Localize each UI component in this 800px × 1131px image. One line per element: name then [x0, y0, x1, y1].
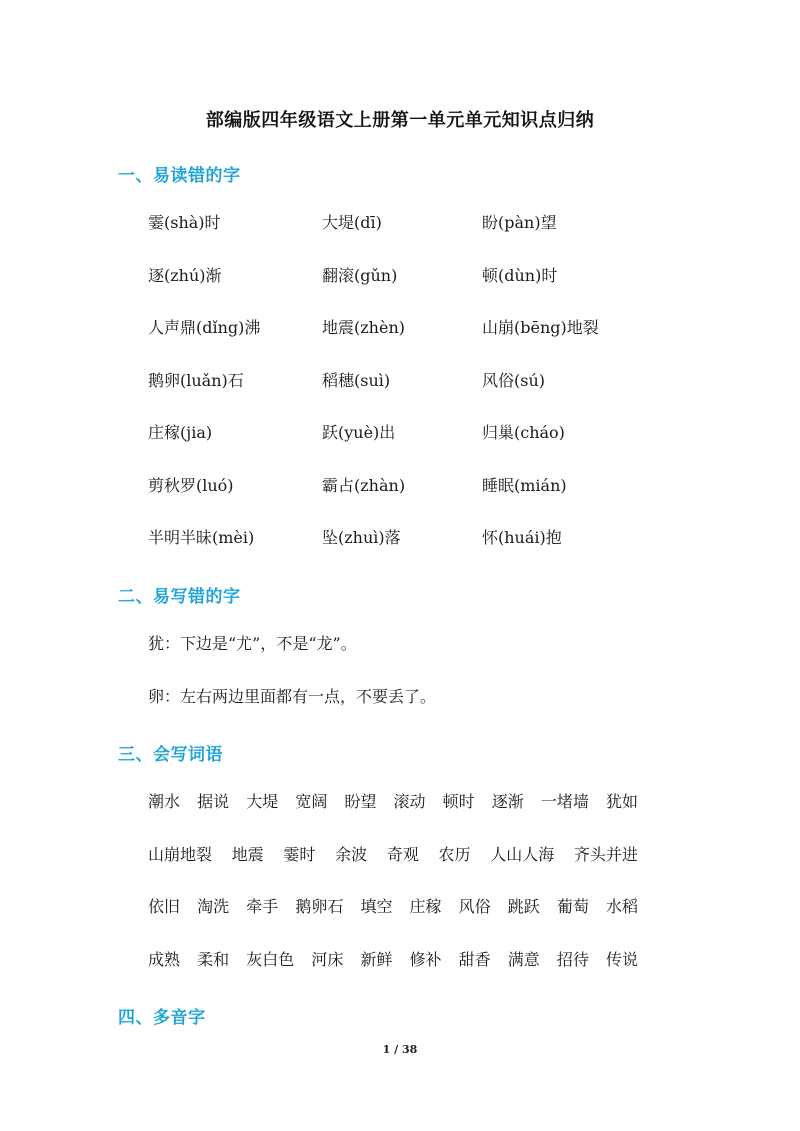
vocab-word: 新鲜: [360, 949, 393, 969]
word-row: [148, 897, 638, 950]
page-title: 部编版四年级语文上册第一单元单元知识点归纳: [205, 110, 595, 131]
grid-cell: 庄稼(jia): [148, 423, 213, 442]
vocab-word: 甜香: [458, 949, 491, 969]
grid-row: [148, 476, 708, 529]
vocab-word: 农历: [438, 844, 471, 864]
vocab-word: 大堤: [246, 792, 279, 811]
grid-cell: 逐(zhú)渐: [148, 265, 222, 285]
vocab-word: 成熟: [148, 949, 181, 969]
vocabulary-block: [148, 792, 638, 1002]
word-row: [148, 792, 638, 845]
vocab-word: 逐渐: [491, 792, 524, 811]
grid-cell: 剪秋罗(luó): [148, 475, 234, 495]
grid-row: [148, 423, 708, 476]
vocab-word: 奇观: [386, 844, 419, 864]
grid-cell: 坠(zhuì)落: [322, 528, 401, 547]
grid-row: [148, 371, 708, 424]
vocab-word: 填空: [360, 897, 393, 916]
vocab-word: 跳跃: [507, 897, 540, 916]
vocab-word: 河床: [311, 949, 344, 969]
vocab-word: 宽阔: [295, 792, 328, 811]
vocab-word: 修补: [409, 949, 442, 969]
vocab-word: 招待: [556, 949, 589, 969]
grid-row: [148, 213, 708, 266]
grid-row: [148, 318, 708, 371]
word-row: [148, 845, 638, 898]
grid-row: [148, 528, 708, 581]
vocab-word: 齐头并进: [573, 844, 638, 864]
vocab-word: 传说: [605, 949, 638, 969]
section-heading-vocabulary: 三、会写词语: [118, 745, 223, 765]
grid-cell: 半明半昧(mèi): [148, 528, 255, 547]
vocab-word: 人山人海: [490, 844, 555, 864]
grid-cell: 翻滚(gǔn): [322, 265, 398, 285]
page-number: 1 / 38: [382, 1043, 418, 1056]
vocab-word: 依旧: [148, 897, 181, 916]
vocab-word: 霎时: [283, 844, 316, 864]
vocab-word: 山崩地裂: [148, 844, 213, 864]
grid-cell: 跃(yuè)出: [322, 423, 396, 442]
vocab-word: 一堵墙: [540, 792, 589, 811]
vocab-word: 余波: [335, 844, 368, 864]
vocab-word: 葡萄: [556, 897, 589, 916]
section-heading-misread: 一、易读错的字: [118, 166, 241, 186]
grid-cell: 人声鼎(dǐng)沸: [148, 318, 261, 337]
vocab-word: 灰白色: [246, 949, 295, 969]
misread-characters-grid: [148, 213, 708, 581]
vocab-word: 牵手: [246, 897, 279, 916]
grid-cell: 山崩(bēng)地裂: [482, 318, 599, 337]
word-row: [148, 950, 638, 1003]
grid-cell: 霎(shà)时: [148, 213, 221, 232]
section-heading-miswritten: 二、易写错的字: [118, 587, 241, 607]
section-heading-polyphones: 四、多音字: [118, 1008, 206, 1028]
grid-cell: 霸占(zhàn): [322, 475, 406, 495]
note-line: 卵：左右两边里面都有一点，不要丢了。: [148, 687, 437, 706]
note-line: 犹：下边是“尤”，不是“龙”。: [148, 634, 357, 653]
grid-cell: 怀(huái)抱: [482, 528, 562, 547]
vocab-word: 滚动: [393, 792, 426, 811]
grid-cell: 顿(dùn)时: [482, 265, 558, 285]
grid-cell: 鹅卵(luǎn)石: [148, 370, 244, 390]
grid-cell: 大堤(dī): [322, 213, 382, 232]
vocab-word: 据说: [197, 792, 230, 811]
vocab-word: 顿时: [442, 792, 475, 811]
grid-cell: 稻穗(suì): [322, 370, 391, 390]
grid-cell: 盼(pàn)望: [482, 213, 557, 232]
vocab-word: 柔和: [197, 949, 230, 969]
vocab-word: 淘洗: [197, 897, 230, 916]
vocab-word: 犹如: [605, 792, 638, 811]
vocab-word: 鹅卵石: [295, 897, 344, 916]
grid-cell: 风俗(sú): [482, 370, 546, 390]
vocab-word: 盼望: [344, 792, 377, 811]
grid-row: [148, 266, 708, 319]
vocab-word: 水稻: [605, 897, 638, 916]
vocab-word: 地震: [231, 844, 264, 864]
grid-cell: 归巢(cháo): [482, 423, 565, 442]
vocab-word: 满意: [507, 949, 540, 969]
grid-cell: 睡眠(mián): [482, 475, 567, 495]
vocab-word: 庄稼: [409, 897, 442, 916]
grid-cell: 地震(zhèn): [322, 318, 405, 337]
vocab-word: 潮水: [148, 792, 181, 811]
vocab-word: 风俗: [458, 897, 491, 916]
